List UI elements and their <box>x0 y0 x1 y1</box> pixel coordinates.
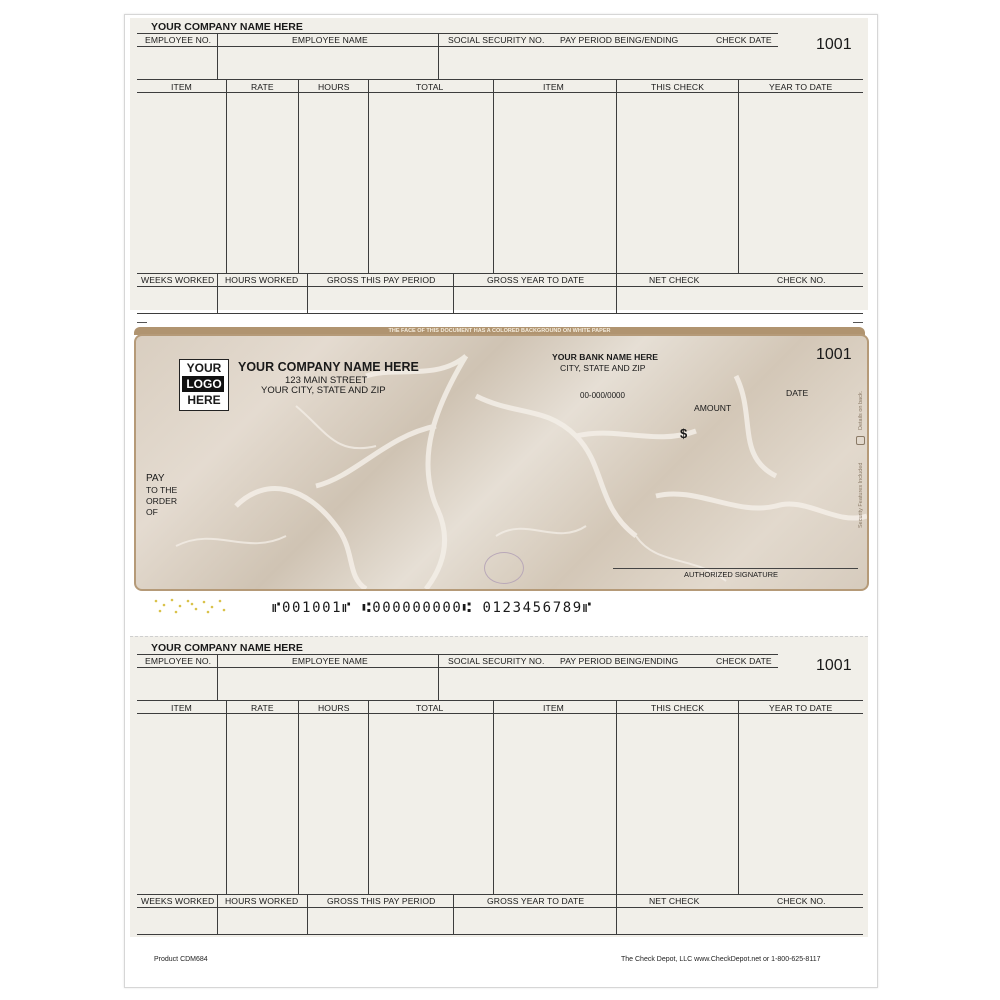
security-features-text: Security Features Included <box>858 462 864 528</box>
signature-line <box>613 568 858 569</box>
top-hdr-hours-worked: HOURS WORKED <box>225 275 299 285</box>
bottom-col-divider <box>493 700 494 894</box>
top-hdr-rate: RATE <box>251 82 274 92</box>
top-row1-divider <box>438 33 439 79</box>
bottom-row3-line <box>137 907 863 908</box>
bottom-row3-top <box>137 894 863 895</box>
top-hdr-gross-period: GROSS THIS PAY PERIOD <box>327 275 436 285</box>
top-hdr-net-check: NET CHECK <box>649 275 700 285</box>
check-banner: THE FACE OF THIS DOCUMENT HAS A COLORED BACKGROUND ON WHITE PAPER <box>134 327 865 335</box>
bottom-hdr-year-to-date: YEAR TO DATE <box>769 703 833 713</box>
micr-line: ⑈001001⑈ ⑆000000000⑆ 0123456789⑈ <box>272 600 593 616</box>
product-code: Product CDM684 <box>154 956 208 963</box>
bottom-row3-divider <box>217 894 218 934</box>
logo-line-3: HERE <box>187 393 221 407</box>
bottom-row3-divider <box>453 894 454 934</box>
top-hdr-check-no: CHECK NO. <box>777 275 826 285</box>
bank-city: CITY, STATE AND ZIP <box>560 363 646 373</box>
top-hdr-employee-no: EMPLOYEE NO. <box>145 35 212 45</box>
top-col-divider <box>493 79 494 273</box>
check-number: 1001 <box>816 346 852 363</box>
top-col-divider <box>226 79 227 273</box>
bottom-row1-line <box>137 667 778 668</box>
top-row3-line <box>137 286 863 287</box>
bottom-hdr-pay-period: PAY PERIOD BEING/ENDING <box>560 656 679 666</box>
top-row3-top <box>137 273 863 274</box>
bottom-hdr-employee-no: EMPLOYEE NO. <box>145 656 212 666</box>
seal-icon <box>484 552 524 584</box>
check-company-name: YOUR COMPANY NAME HERE <box>238 360 419 374</box>
bottom-row3-divider <box>307 894 308 934</box>
top-col-divider <box>738 79 739 273</box>
bottom-stub-company-name: YOUR COMPANY NAME HERE <box>151 642 303 654</box>
bottom-row3-divider <box>616 894 617 934</box>
bottom-hdr-check-date: CHECK DATE <box>716 656 772 666</box>
top-row2-line <box>137 92 863 93</box>
bottom-hdr-total: TOTAL <box>416 703 444 713</box>
bottom-hdr-item-2: ITEM <box>543 703 564 713</box>
bottom-stub-rule <box>137 654 778 655</box>
top-row3-divider <box>453 273 454 313</box>
bottom-hdr-hours-worked: HOURS WORKED <box>225 896 299 906</box>
top-row1-line <box>137 46 778 47</box>
bottom-col-divider <box>368 700 369 894</box>
top-hdr-item: ITEM <box>171 82 192 92</box>
top-row3-divider <box>217 273 218 313</box>
top-hdr-weeks-worked: WEEKS WORKED <box>141 275 215 285</box>
top-stub-company-name: YOUR COMPANY NAME HERE <box>151 21 303 33</box>
order-label: ORDER <box>146 496 178 506</box>
top-hdr-year-to-date: YEAR TO DATE <box>769 82 833 92</box>
bottom-row1-divider <box>217 654 218 700</box>
details-on-back-text: Details on back. <box>858 390 864 430</box>
check-city: YOUR CITY, STATE AND ZIP <box>261 385 386 396</box>
top-row2-top <box>137 79 863 80</box>
to-the-label: TO THE <box>146 485 178 495</box>
bottom-hdr-rate: RATE <box>251 703 274 713</box>
bottom-hdr-check-no: CHECK NO. <box>777 896 826 906</box>
pay-label: PAY <box>146 473 165 484</box>
bottom-hdr-weeks-worked: WEEKS WORKED <box>141 896 215 906</box>
top-hdr-pay-period: PAY PERIOD BEING/ENDING <box>560 35 679 45</box>
top-stub-rule <box>137 33 778 34</box>
top-col-divider <box>298 79 299 273</box>
top-col-divider <box>368 79 369 273</box>
top-stub-check-number: 1001 <box>816 36 852 53</box>
top-hdr-total: TOTAL <box>416 82 444 92</box>
top-col-divider <box>616 79 617 273</box>
top-hdr-item-2: ITEM <box>543 82 564 92</box>
bottom-hdr-this-check: THIS CHECK <box>651 703 705 713</box>
routing-fraction: 00-000/0000 <box>580 391 625 400</box>
bottom-col-divider <box>616 700 617 894</box>
top-row1-divider <box>217 33 218 79</box>
top-hdr-this-check: THIS CHECK <box>651 82 705 92</box>
top-hdr-hours: HOURS <box>318 82 350 92</box>
top-row3-bottom <box>137 313 863 314</box>
perforation-mark <box>137 322 147 323</box>
bottom-row2-top <box>137 700 863 701</box>
bottom-hdr-item: ITEM <box>171 703 192 713</box>
bottom-hdr-gross-ytd: GROSS YEAR TO DATE <box>487 896 585 906</box>
perforation-mark <box>853 322 863 323</box>
top-row3-divider <box>616 273 617 313</box>
logo-line-1: YOUR <box>186 361 222 375</box>
bottom-col-divider <box>298 700 299 894</box>
logo-line-2: LOGO <box>186 377 222 391</box>
top-hdr-check-date: CHECK DATE <box>716 35 772 45</box>
bank-name: YOUR BANK NAME HERE <box>552 352 658 362</box>
bottom-hdr-ssn: SOCIAL SECURITY NO. <box>448 656 545 666</box>
bottom-col-divider <box>226 700 227 894</box>
top-stub <box>130 18 868 310</box>
of-label: OF <box>146 507 158 517</box>
bottom-hdr-gross-period: GROSS THIS PAY PERIOD <box>327 896 436 906</box>
check-street: 123 MAIN STREET <box>285 375 368 386</box>
top-hdr-gross-ytd: GROSS YEAR TO DATE <box>487 275 585 285</box>
signature-label: AUTHORIZED SIGNATURE <box>684 570 779 579</box>
bottom-hdr-net-check: NET CHECK <box>649 896 700 906</box>
top-hdr-employee-name: EMPLOYEE NAME <box>292 35 368 45</box>
bottom-row1-divider <box>438 654 439 700</box>
bottom-hdr-employee-name: EMPLOYEE NAME <box>292 656 368 666</box>
amount-label: AMOUNT <box>694 403 732 413</box>
bottom-row2-line <box>137 713 863 714</box>
bottom-col-divider <box>738 700 739 894</box>
top-row3-divider <box>307 273 308 313</box>
company-logo <box>179 359 229 411</box>
bottom-hdr-hours: HOURS <box>318 703 350 713</box>
date-label: DATE <box>786 388 809 398</box>
lock-icon <box>856 436 865 445</box>
vendor-info: The Check Depot, LLC www.CheckDepot.net or 1-800-625-8117 <box>621 956 821 963</box>
bottom-stub-check-number: 1001 <box>816 657 852 674</box>
bottom-row3-bottom <box>137 934 863 935</box>
security-dots <box>150 597 230 615</box>
top-hdr-ssn: SOCIAL SECURITY NO. <box>448 35 545 45</box>
bottom-stub <box>130 636 868 937</box>
dollar-sign: $ <box>680 426 688 441</box>
